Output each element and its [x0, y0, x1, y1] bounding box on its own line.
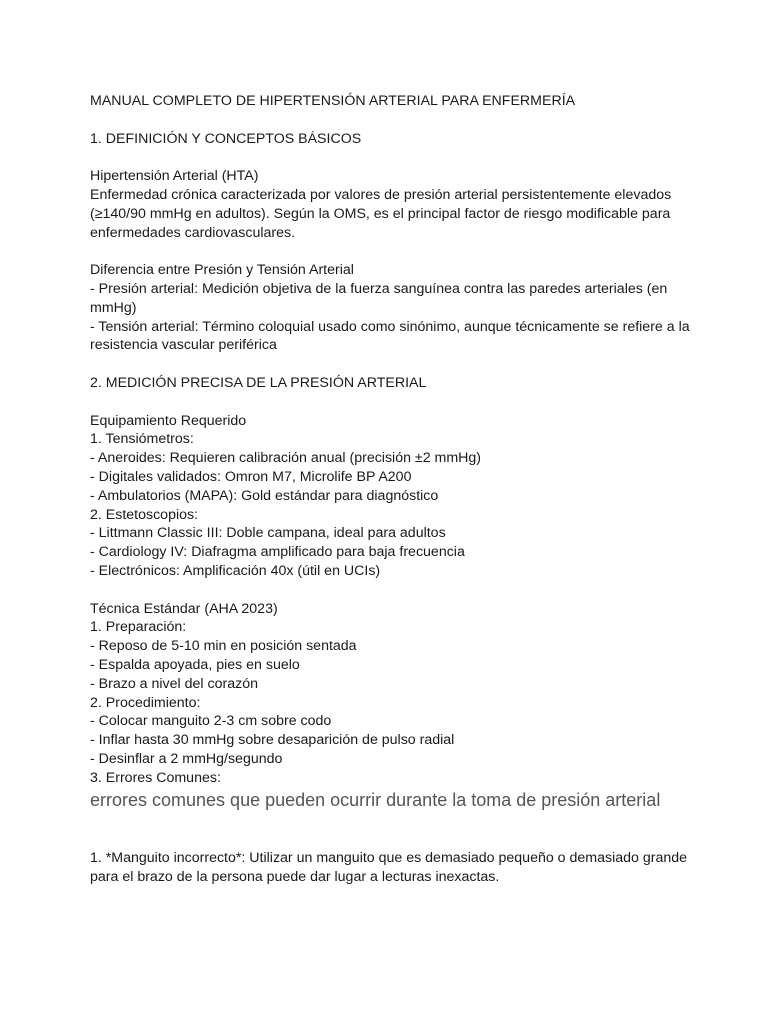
- difference-item-pressure: - Presión arterial: Medición objetiva de la fuerza sanguínea contra las paredes arteriales (en mmHg): [90, 280, 668, 316]
- difference-item-tension: - Tensión arterial: Término coloquial usado como sinónimo, aunque técnicamente se refiere a la resistencia vascular periférica: [90, 318, 690, 354]
- equipment-line: 2. Estetoscopios:: [90, 506, 199, 523]
- technique-title: Técnica Estándar (AHA 2023): [90, 600, 278, 617]
- technique-line: 1. Preparación:: [90, 619, 187, 636]
- document-page: [90, 92, 690, 887]
- equipment-line: 1. Tensiómetros:: [90, 431, 194, 448]
- technique-line: - Colocar manguito 2-3 cm sobre codo: [90, 713, 332, 730]
- technique-line: - Desinflar a 2 mmHg/segundo: [90, 750, 283, 767]
- difference-title: Diferencia entre Presión y Tensión Arterial: [90, 262, 354, 279]
- technique-line: 2. Procedimiento:: [90, 694, 201, 711]
- technique-line: - Reposo de 5-10 min en posición sentada: [90, 638, 357, 655]
- equipment-line: - Cardiology IV: Diafragma amplificado para baja frecuencia: [90, 544, 465, 561]
- technique-line: - Brazo a nivel del corazón: [90, 675, 258, 692]
- section-1-heading: 1. DEFINICIÓN Y CONCEPTOS BÁSICOS: [90, 130, 362, 147]
- section-2-heading: 2. MEDICIÓN PRECISA DE LA PRESIÓN ARTERIAL: [90, 374, 427, 391]
- equipment-title: Equipamiento Requerido: [90, 412, 247, 429]
- equipment-line: - Littmann Classic III: Doble campana, ideal para adultos: [90, 525, 446, 542]
- equipment-line: - Aneroides: Requieren calibración anual (precisión ±2 mmHg): [90, 450, 482, 467]
- hta-definition: Enfermedad crónica caracterizada por valores de presión arterial persistentemente elevados (≥140/90 mmHg en adultos). Según la OMS, es el principal factor de riesgo modificable para enfermedades cardiovasculares.: [90, 186, 672, 241]
- technique-line: 3. Errores Comunes:: [90, 769, 221, 786]
- equipment-line: - Electrónicos: Amplificación 40x (útil en UCIs): [90, 562, 381, 579]
- error-item-cuff: 1. *Manguito incorrecto*: Utilizar un manguito que es demasiado pequeño o demasiado grande para el brazo de la persona puede dar lugar a lecturas inexactas.: [90, 850, 688, 886]
- errors-heading: errores comunes que pueden ocurrir durante la toma de presión arterial: [90, 790, 661, 811]
- document-title: MANUAL COMPLETO DE HIPERTENSIÓN ARTERIAL PARA ENFERMERÍA: [90, 93, 576, 109]
- equipment-line: - Digitales validados: Omron M7, Microlife BP A200: [90, 468, 412, 485]
- technique-line: - Espalda apoyada, pies en suelo: [90, 656, 300, 673]
- equipment-line: - Ambulatorios (MAPA): Gold estándar para diagnóstico: [90, 487, 439, 504]
- hta-title: Hipertensión Arterial (HTA): [90, 168, 259, 185]
- technique-line: - Inflar hasta 30 mmHg sobre desaparición de pulso radial: [90, 732, 455, 749]
